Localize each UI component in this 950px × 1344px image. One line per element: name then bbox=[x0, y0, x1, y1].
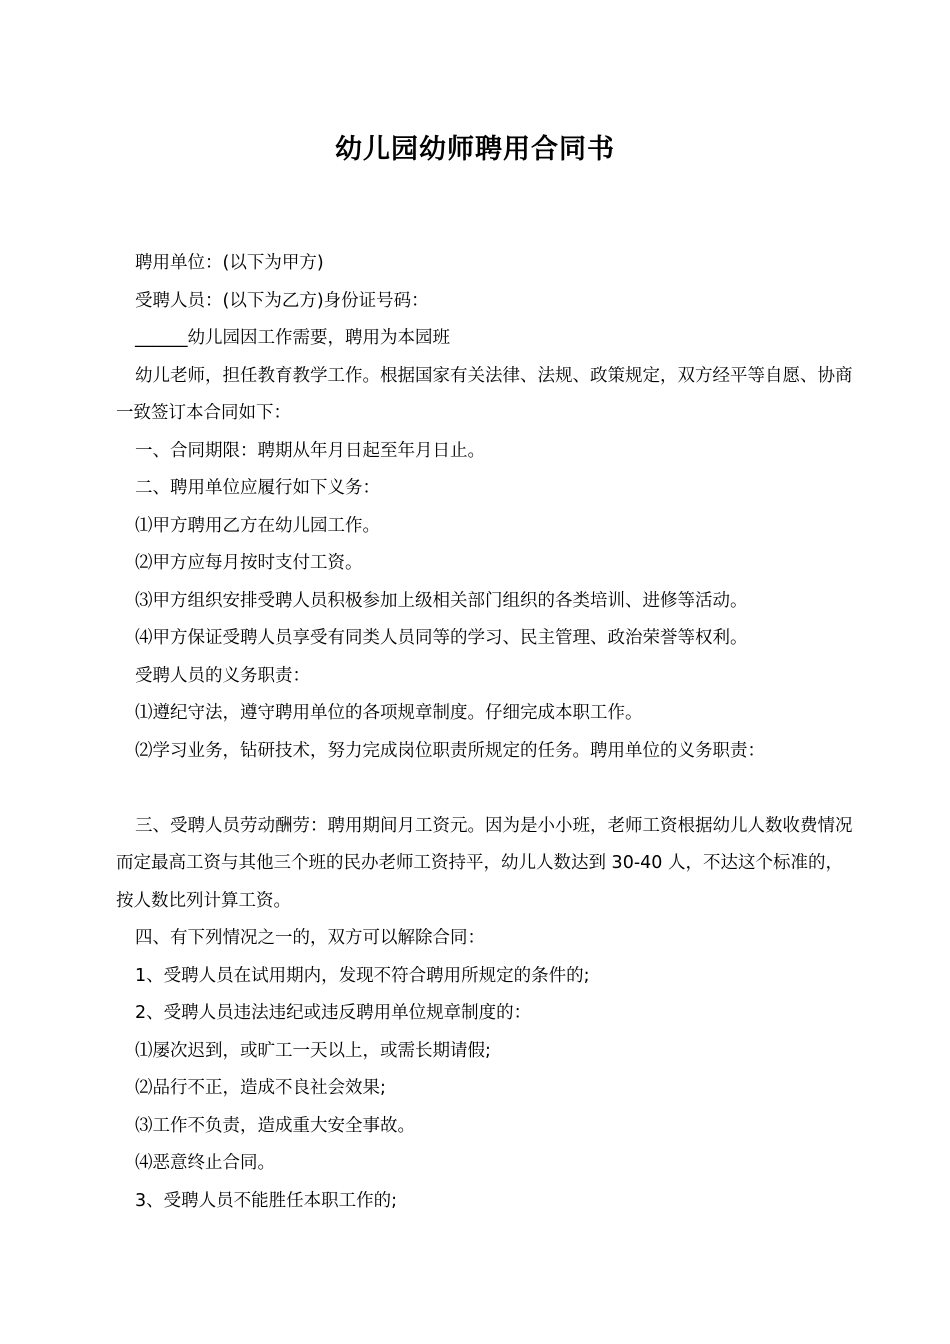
paragraph-employee-duties-heading: 受聘人员的义务职责： bbox=[135, 665, 310, 686]
document-title: 幼儿园幼师聘用合同书 bbox=[335, 134, 615, 165]
paragraph-employer: 聘用单位：(以下为甲方) bbox=[135, 253, 324, 273]
paragraph-employer-obligations-heading: 二、聘用单位应履行如下义务： bbox=[135, 478, 380, 498]
paragraph-employer-obligation-2: ⑵甲方应每月按时支付工资。 bbox=[135, 553, 363, 573]
paragraph-termination-1: 1、受聘人员在试用期内，发现不符合聘用所规定的条件的; bbox=[135, 965, 590, 986]
paragraph-termination-3: 3、受聘人员不能胜任本职工作的; bbox=[135, 1190, 398, 1211]
paragraph-employer-obligation-4: ⑷甲方保证受聘人员享受有同类人员同等的学习、民主管理、政治荣誉等权利。 bbox=[135, 628, 748, 648]
document-body bbox=[116, 245, 856, 1220]
paragraph-employee: 受聘人员：(以下为乙方)身份证号码： bbox=[135, 290, 429, 311]
paragraph-termination-2-item-2: ⑵品行不正，造成不良社会效果; bbox=[135, 1078, 386, 1098]
paragraph-employer-obligation-1: ⑴甲方聘用乙方在幼儿园工作。 bbox=[135, 515, 380, 536]
paragraph-gap bbox=[116, 770, 856, 808]
paragraph-employee-duty-2: ⑵学习业务，钻研技术，努力完成岗位职责所规定的任务。聘用单位的义务职责： bbox=[135, 740, 765, 761]
paragraph-termination-2-item-4: ⑷恶意终止合同。 bbox=[135, 1153, 275, 1173]
paragraph-termination-2-item-3: ⑶工作不负责，造成重大安全事故。 bbox=[135, 1115, 415, 1136]
paragraph-employee-duty-1: ⑴遵纪守法，遵守聘用单位的各项规章制度。仔细完成本职工作。 bbox=[135, 703, 643, 723]
paragraph-kindergarten-need: ______幼儿园因工作需要，聘用为本园班 bbox=[135, 328, 450, 348]
paragraph-termination-heading: 四、有下列情况之一的，双方可以解除合同： bbox=[135, 928, 485, 948]
paragraph-employer-obligation-3: ⑶甲方组织安排受聘人员积极参加上级相关部门组织的各类培训、进修等活动。 bbox=[135, 590, 748, 611]
paragraph-termination-2: 2、受聘人员违法违纪或违反聘用单位规章制度的： bbox=[135, 1003, 532, 1023]
paragraph-contract-term: 一、合同期限：聘期从年月日起至年月日止。 bbox=[135, 440, 485, 461]
paragraph-termination-2-item-1: ⑴屡次迟到，或旷工一天以上，或需长期请假; bbox=[135, 1040, 491, 1061]
paragraph-teacher-duty: 幼儿老师，担任教育教学工作。根据国家有关法律、法规、政策规定，双方经平等自愿、协商一致签订本合同如下： bbox=[116, 365, 853, 423]
paragraph-remuneration: 三、受聘人员劳动酬劳：聘用期间月工资元。因为是小小班，老师工资根据幼儿人数收费情况而定最高工资与其他三个班的民办老师工资持平，幼儿人数达到 30-40 人，不达这个标准的，按人数比列计算工资。 bbox=[116, 815, 853, 911]
